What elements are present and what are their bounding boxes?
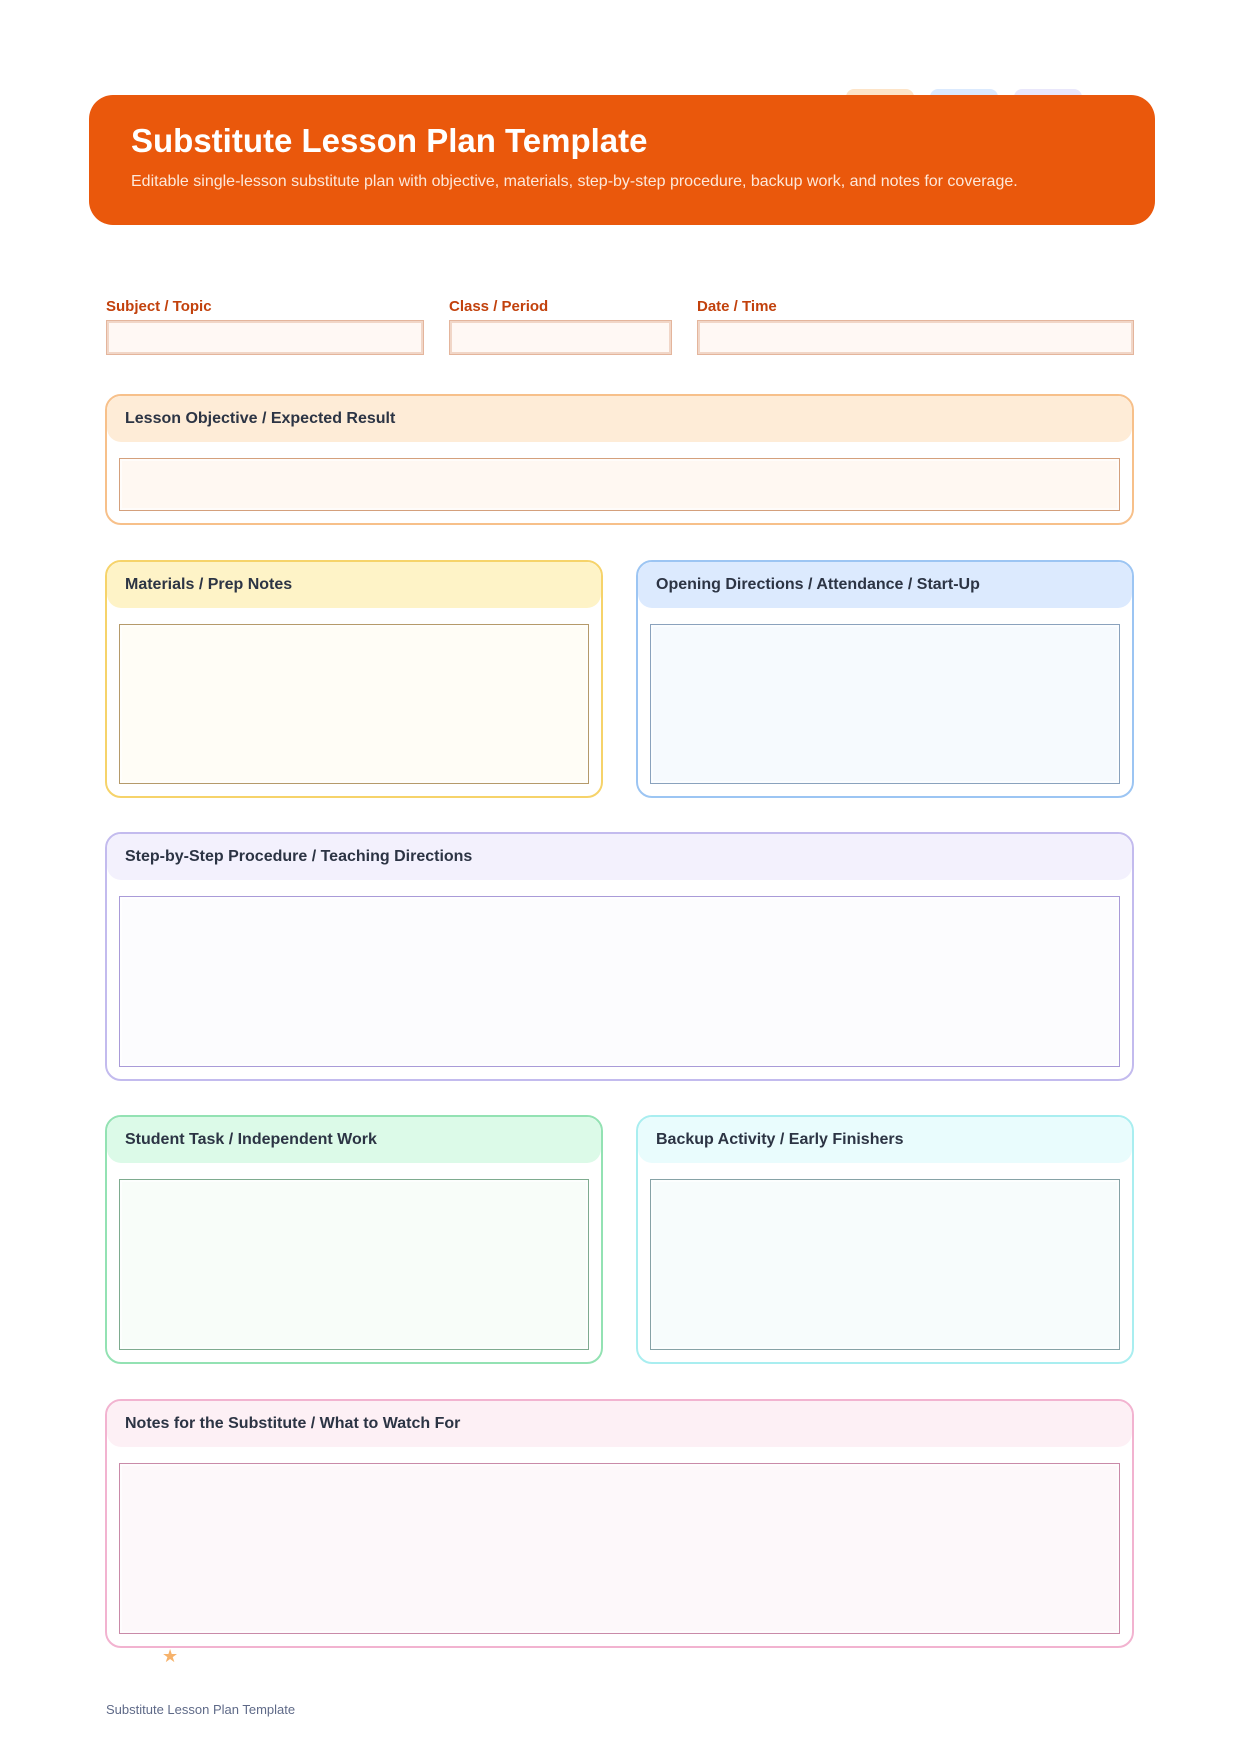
opening-section [636, 560, 1134, 798]
class-label: Class / Period [449, 298, 549, 315]
objective-section [105, 394, 1134, 525]
materials-section [105, 560, 603, 798]
opening-heading: Opening Directions / Attendance / Start-Up [638, 562, 1132, 608]
footer-text: Substitute Lesson Plan Template [106, 1702, 296, 1717]
backup-input[interactable] [650, 1179, 1120, 1350]
opening-input[interactable] [650, 624, 1120, 784]
student-task-input[interactable] [119, 1179, 589, 1350]
page-title: Substitute Lesson Plan Template [131, 122, 648, 159]
student-task-section [105, 1115, 603, 1364]
notes-input[interactable] [119, 1463, 1120, 1634]
objective-heading: Lesson Objective / Expected Result [107, 396, 1132, 442]
date-input[interactable] [697, 320, 1134, 355]
backup-heading: Backup Activity / Early Finishers [638, 1117, 1132, 1163]
procedure-input[interactable] [119, 896, 1120, 1067]
star-icon: ★ [162, 1646, 179, 1666]
materials-input[interactable] [119, 624, 589, 784]
objective-input[interactable] [119, 458, 1120, 511]
notes-section [105, 1399, 1134, 1648]
page-header [89, 95, 1155, 225]
page-subtitle: Editable single-lesson substitute plan with objective, materials, step-by-step procedure, backup work, and notes for coverage. [131, 173, 1018, 191]
date-label: Date / Time [697, 298, 777, 315]
procedure-heading: Step-by-Step Procedure / Teaching Directions [107, 834, 1132, 880]
subject-input[interactable] [106, 320, 424, 355]
materials-heading: Materials / Prep Notes [107, 562, 601, 608]
subject-label: Subject / Topic [106, 298, 212, 315]
class-input[interactable] [449, 320, 672, 355]
student-task-heading: Student Task / Independent Work [107, 1117, 601, 1163]
procedure-section [105, 832, 1134, 1081]
notes-heading: Notes for the Substitute / What to Watch For [107, 1401, 1132, 1447]
backup-section [636, 1115, 1134, 1364]
